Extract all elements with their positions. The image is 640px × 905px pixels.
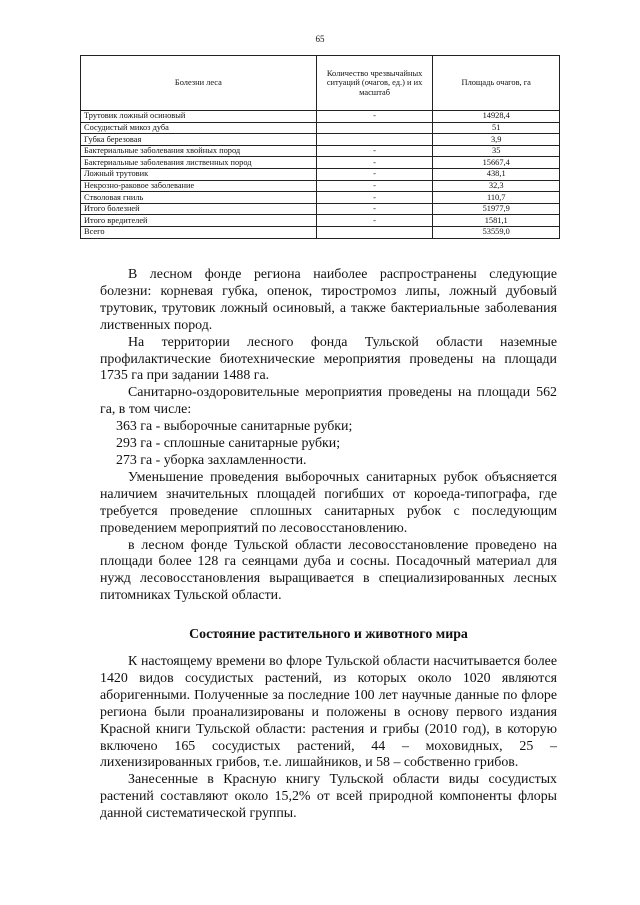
cell-name: Стволовая гниль [81,192,317,204]
table-row [81,157,560,169]
table-row [81,215,560,227]
cell-area: 35 [433,145,560,157]
paragraph-diseases: В лесном фонде региона наиболее распространены следующие болезни: корневая губка, опенок, тиростромоз липы, ложный дубовый трутовик, трутовик ложный осиновый, а также бактериальные заболевания лиственных пород. [100,267,557,333]
paragraph-red-book: Занесенные в Красную книгу Тульской области виды сосудистых растений составляют около 15,2% от всей природной компоненты флоры данной систематической группы. [100,772,557,822]
section-heading: Состояние растительного и животного мира [189,627,468,643]
cell-count [316,134,433,146]
cell-area: 51977,9 [433,203,560,215]
page-number: 65 [315,34,325,44]
cell-count: - [316,180,433,192]
table-row [81,180,560,192]
header-area: Площадь очагов, га [433,56,560,111]
paragraph-selective-cutting: Уменьшение проведения выборочных санитарных рубок объясняется наличием значительных площадей погибших от короеда-типографа, где требуется проведение сплошных санитарных рубок с последующим проведением мероприятий по лесовосстановлению. [100,469,557,536]
cell-area: 51 [433,122,560,134]
cell-count: - [316,168,433,180]
list-item: 293 га - сплошные санитарные рубки; [116,436,341,452]
table-row [81,168,560,180]
cell-area: 14928,4 [433,111,560,123]
cell-area: 110,7 [433,192,560,204]
cell-name: Всего [81,226,317,238]
cell-area: 32,3 [433,180,560,192]
table-row [81,122,560,134]
cell-area: 53559,0 [433,226,560,238]
cell-area: 438,1 [433,168,560,180]
paragraph-sanitary-measures: Санитарно-оздоровительные мероприятия проведены на площади 562 га, в том числе: [100,385,557,418]
cell-count: - [316,215,433,227]
body-text [100,267,557,823]
header-count: Количество чрезвычайных ситуаций (очагов, ед.) и их масштаб [316,56,433,111]
cell-count [316,122,433,134]
cell-area: 1581,1 [433,215,560,227]
cell-count [316,226,433,238]
table-row [81,111,560,123]
table-row [81,134,560,146]
table-row [81,203,560,215]
table-row [81,145,560,157]
cell-name: Ложный трутовик [81,168,317,180]
cell-name: Итого болезней [81,203,317,215]
list-item: 363 га - выборочные санитарные рубки; [116,419,353,435]
cell-name: Некрозно-раковое заболевание [81,180,317,192]
cell-name: Сосудистый микоз дуба [81,122,317,134]
cell-count: - [316,203,433,215]
paragraph-reforestation: в лесном фонде Тульской области лесовосстановление проведено на площади более 128 га сеянцами дуба и сосны. Посадочный материал для нужд лесовосстановления выращивается в специализированных лесных питомниках Тульской области. [100,537,557,604]
header-diseases: Болезни леса [81,56,317,111]
paragraph-biotech-measures: На территории лесного фонда Тульской области наземные профилактические биотехнические мероприятия проведены на площади 1735 га при задании 1488 га. [100,334,557,384]
cell-name: Итого вредителей [81,215,317,227]
cell-area: 3,9 [433,134,560,146]
cell-count: - [316,145,433,157]
table-row [81,192,560,204]
cell-name: Губка березовая [81,134,317,146]
forest-diseases-table [80,55,560,239]
cell-count: - [316,192,433,204]
paragraph-flora: К настоящему времени во флоре Тульской области насчитывается более 1420 видов сосудистых растений, из которых около 1020 являются аборигенными. Полученные за последние 100 лет научные данные по флоре региона были проанализированы и положены в основу первого издания Красной книги Тульской области: растения и грибы (2010 год), в которую включено 165 сосудистых растений, 44 – моховидных, 25 – лихенизированных грибов, т.е. лишайников, и 58 – собственно грибов. [100,654,557,771]
cell-name: Бактериальные заболевания лиственных пород [81,157,317,169]
cell-area: 15667,4 [433,157,560,169]
list-item: 273 га - уборка захламленности. [116,452,307,468]
cell-count: - [316,157,433,169]
cell-count: - [316,111,433,123]
cell-name: Бактериальные заболевания хвойных пород [81,145,317,157]
table-header-row [81,56,560,111]
cell-name: Трутовик ложный осиновый [81,111,317,123]
table-row-total [81,226,560,238]
